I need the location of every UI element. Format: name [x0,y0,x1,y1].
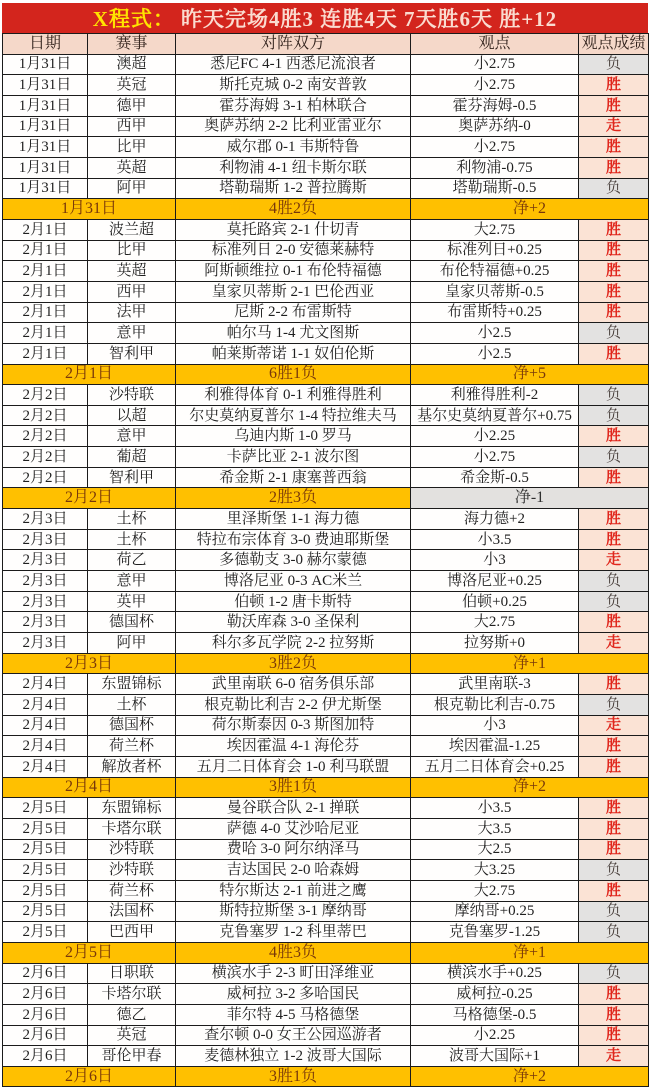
page-title: 昨天完场4胜3 连胜4天 7天胜6天 胜+12 [180,7,558,31]
summary-record-cell: 3胜2负 [176,654,411,675]
league-cell: 日职联 [88,964,176,985]
matchup-cell: 麦德林独立 1-2 波哥大国际 [176,1046,411,1067]
date-cell: 1月31日 [3,179,88,200]
matchup-cell: 霍芬海姆 3-1 柏林联合 [176,96,411,117]
date-cell: 2月4日 [3,757,88,778]
matchup-cell: 菲尔特 4-5 马格德堡 [176,1005,411,1026]
league-cell: 葡超 [88,447,176,468]
view-cell: 奥萨苏纳-0 [411,117,579,138]
column-header-view: 观点 [411,34,579,55]
results-table [2,33,649,1087]
result-cell: 胜 [579,674,649,695]
view-cell: 大2.75 [411,220,579,241]
summary-net-cell: 净+1 [411,943,649,964]
matchup-cell: 勒沃库森 3-0 圣保利 [176,612,411,633]
league-cell: 东盟锦标 [88,674,176,695]
view-cell: 大3.5 [411,819,579,840]
summary-date-cell: 2月4日 [3,778,176,799]
league-cell: 德国杯 [88,716,176,737]
result-cell: 胜 [579,468,649,489]
matchup-cell: 帕尔马 1-4 尤文图斯 [176,323,411,344]
matchup-cell: 乌迪内斯 1-0 罗马 [176,426,411,447]
date-cell: 2月1日 [3,344,88,365]
result-cell: 胜 [579,736,649,757]
summary-net-cell: 净+2 [411,1067,649,1087]
league-cell: 卡塔尔联 [88,984,176,1005]
league-cell: 法甲 [88,303,176,324]
matchup-cell: 帕莱斯蒂诺 1-1 奴伯伦斯 [176,344,411,365]
league-cell: 波兰超 [88,220,176,241]
date-cell: 2月3日 [3,509,88,530]
league-cell: 智利甲 [88,468,176,489]
view-cell: 埃因霍温-1.25 [411,736,579,757]
view-cell: 标准列日+0.25 [411,241,579,262]
league-cell: 哥伦甲春 [88,1046,176,1067]
result-cell: 胜 [579,241,649,262]
summary-net-cell: 净-1 [411,488,649,509]
view-cell: 武里南联-3 [411,674,579,695]
summary-date-cell: 2月1日 [3,365,176,386]
result-cell: 胜 [579,1005,649,1026]
result-cell: 胜 [579,75,649,96]
view-cell: 基尔史莫纳夏普尔+0.75 [411,406,579,427]
view-cell: 小2.75 [411,447,579,468]
summary-net-cell: 净+2 [411,778,649,799]
matchup-cell: 威尔郡 0-1 韦斯特鲁 [176,137,411,158]
date-cell: 2月4日 [3,674,88,695]
summary-record-cell: 2胜3负 [176,488,411,509]
date-cell: 2月1日 [3,261,88,282]
view-cell: 克鲁塞罗-1.25 [411,922,579,943]
league-cell: 荷乙 [88,550,176,571]
view-cell: 布伦特福德+0.25 [411,261,579,282]
view-cell: 利物浦-0.75 [411,158,579,179]
result-cell: 胜 [579,282,649,303]
result-cell: 负 [579,902,649,923]
summary-net-cell: 净+5 [411,365,649,386]
result-cell: 胜 [579,881,649,902]
view-cell: 根克勒比利吉-0.75 [411,695,579,716]
result-cell: 走 [579,1046,649,1067]
result-cell: 走 [579,117,649,138]
result-cell: 胜 [579,530,649,551]
league-cell: 德乙 [88,1005,176,1026]
matchup-cell: 根克勒比利吉 2-2 伊尤斯堡 [176,695,411,716]
date-cell: 2月1日 [3,303,88,324]
result-cell: 胜 [579,220,649,241]
summary-net-cell: 净+2 [411,199,649,220]
view-cell: 伯顿+0.25 [411,592,579,613]
result-cell: 负 [579,964,649,985]
result-cell: 负 [579,695,649,716]
view-cell: 皇家贝蒂斯-0.5 [411,282,579,303]
summary-record-cell: 3胜1负 [176,778,411,799]
matchup-cell: 查尔顿 0-0 女王公园巡游者 [176,1026,411,1047]
result-cell: 胜 [579,840,649,861]
summary-net-cell: 净+1 [411,654,649,675]
league-cell: 澳超 [88,55,176,76]
date-cell: 2月5日 [3,881,88,902]
view-cell: 塔勒瑞斯-0.5 [411,179,579,200]
title-bar [2,3,648,33]
view-cell: 大2.75 [411,612,579,633]
date-cell: 2月6日 [3,1005,88,1026]
view-cell: 马格德堡-0.5 [411,1005,579,1026]
view-cell: 小2.5 [411,323,579,344]
matchup-cell: 荷尔斯泰因 0-3 斯图加特 [176,716,411,737]
result-cell: 负 [579,447,649,468]
summary-record-cell: 4胜3负 [176,943,411,964]
date-cell: 1月31日 [3,158,88,179]
date-cell: 2月3日 [3,550,88,571]
date-cell: 1月31日 [3,117,88,138]
league-cell: 西甲 [88,117,176,138]
league-cell: 英超 [88,158,176,179]
result-cell: 负 [579,323,649,344]
view-cell: 小2.75 [411,55,579,76]
result-cell: 走 [579,633,649,654]
date-cell: 2月3日 [3,530,88,551]
view-cell: 布雷斯特+0.25 [411,303,579,324]
league-cell: 以超 [88,406,176,427]
result-cell: 负 [579,592,649,613]
date-cell: 2月1日 [3,323,88,344]
date-cell: 2月1日 [3,220,88,241]
league-cell: 荷兰杯 [88,881,176,902]
league-cell: 沙特联 [88,860,176,881]
date-cell: 2月3日 [3,592,88,613]
matchup-cell: 利雅得体育 0-1 利雅得胜利 [176,385,411,406]
date-cell: 2月5日 [3,840,88,861]
date-cell: 1月31日 [3,96,88,117]
matchup-cell: 塔勒瑞斯 1-2 普拉腾斯 [176,179,411,200]
league-cell: 英超 [88,261,176,282]
date-cell: 2月3日 [3,633,88,654]
result-cell: 胜 [579,1026,649,1047]
matchup-cell: 伯顿 1-2 唐卡斯特 [176,592,411,613]
league-cell: 巴西甲 [88,922,176,943]
view-cell: 波哥大国际+1 [411,1046,579,1067]
matchup-cell: 尼斯 2-2 布雷斯特 [176,303,411,324]
league-cell: 阿甲 [88,179,176,200]
result-cell: 负 [579,385,649,406]
matchup-cell: 多德勒支 3-0 赫尔蒙德 [176,550,411,571]
date-cell: 2月2日 [3,406,88,427]
date-cell: 2月5日 [3,819,88,840]
view-cell: 五月二日体育会+0.25 [411,757,579,778]
column-header-result: 观点成绩 [579,34,649,55]
matchup-cell: 卡萨比亚 2-1 波尔图 [176,447,411,468]
view-cell: 威柯拉-0.25 [411,984,579,1005]
result-cell: 胜 [579,303,649,324]
league-cell: 阿甲 [88,633,176,654]
matchup-cell: 阿斯顿维拉 0-1 布伦特福德 [176,261,411,282]
matchup-cell: 横滨水手 2-3 町田泽维亚 [176,964,411,985]
view-cell: 海力德+2 [411,509,579,530]
view-cell: 小3.5 [411,530,579,551]
view-cell: 拉努斯+0 [411,633,579,654]
view-cell: 摩纳哥+0.25 [411,902,579,923]
summary-record-cell: 3胜1负 [176,1067,411,1087]
league-cell: 意甲 [88,571,176,592]
title-prefix: X程式： [92,7,175,31]
summary-date-cell: 2月2日 [3,488,176,509]
view-cell: 小2.75 [411,137,579,158]
view-cell: 利雅得胜利-2 [411,385,579,406]
view-cell: 小2.25 [411,426,579,447]
matchup-cell: 特尔斯达 2-1 前进之鹰 [176,881,411,902]
league-cell: 解放者杯 [88,757,176,778]
result-cell: 胜 [579,96,649,117]
date-cell: 1月31日 [3,137,88,158]
result-cell: 负 [579,406,649,427]
result-cell: 胜 [579,612,649,633]
view-cell: 大2.5 [411,840,579,861]
date-cell: 2月5日 [3,798,88,819]
column-header-date: 日期 [3,34,88,55]
result-cell: 胜 [579,261,649,282]
result-cell: 胜 [579,757,649,778]
summary-record-cell: 6胜1负 [176,365,411,386]
view-cell: 大2.75 [411,881,579,902]
result-cell: 走 [579,550,649,571]
view-cell: 横滨水手+0.25 [411,964,579,985]
result-cell: 负 [579,571,649,592]
date-cell: 2月2日 [3,447,88,468]
view-cell: 霍芬海姆-0.5 [411,96,579,117]
matchup-cell: 科尔多瓦学院 2-2 拉努斯 [176,633,411,654]
result-cell: 胜 [579,344,649,365]
league-cell: 土杯 [88,509,176,530]
date-cell: 2月6日 [3,1046,88,1067]
matchup-cell: 斯托克城 0-2 南安普敦 [176,75,411,96]
matchup-cell: 利物浦 4-1 纽卡斯尔联 [176,158,411,179]
matchup-cell: 费哈 3-0 阿尔纳泽马 [176,840,411,861]
result-cell: 负 [579,860,649,881]
matchup-cell: 曼谷联合队 2-1 掸联 [176,798,411,819]
date-cell: 2月1日 [3,241,88,262]
league-cell: 英冠 [88,1026,176,1047]
result-cell: 胜 [579,509,649,530]
date-cell: 2月2日 [3,468,88,489]
result-cell: 胜 [579,137,649,158]
matchup-cell: 斯特拉斯堡 3-1 摩纳哥 [176,902,411,923]
date-cell: 2月5日 [3,860,88,881]
matchup-cell: 威柯拉 3-2 多哈国民 [176,984,411,1005]
view-cell: 小2.25 [411,1026,579,1047]
date-cell: 1月31日 [3,55,88,76]
column-header-league: 赛事 [88,34,176,55]
date-cell: 2月4日 [3,716,88,737]
matchup-cell: 皇家贝蒂斯 2-1 巴伦西亚 [176,282,411,303]
date-cell: 2月3日 [3,612,88,633]
league-cell: 智利甲 [88,344,176,365]
matchup-cell: 五月二日体育会 1-0 利马联盟 [176,757,411,778]
matchup-cell: 莫托路宾 2-1 什切青 [176,220,411,241]
league-cell: 比甲 [88,137,176,158]
summary-date-cell: 1月31日 [3,199,176,220]
column-header-matchup: 对阵双方 [176,34,411,55]
date-cell: 1月31日 [3,75,88,96]
matchup-cell: 埃因霍温 4-1 海伦芬 [176,736,411,757]
matchup-cell: 武里南联 6-0 宿务俱乐部 [176,674,411,695]
summary-record-cell: 4胜2负 [176,199,411,220]
result-cell: 胜 [579,158,649,179]
view-cell: 小3 [411,716,579,737]
view-cell: 小2.75 [411,75,579,96]
date-cell: 2月3日 [3,571,88,592]
result-cell: 胜 [579,984,649,1005]
date-cell: 2月2日 [3,385,88,406]
league-cell: 东盟锦标 [88,798,176,819]
league-cell: 荷兰杯 [88,736,176,757]
date-cell: 2月6日 [3,964,88,985]
view-cell: 小2.5 [411,344,579,365]
league-cell: 英冠 [88,75,176,96]
result-cell: 胜 [579,798,649,819]
matchup-cell: 萨德 4-0 艾沙哈尼亚 [176,819,411,840]
summary-date-cell: 2月5日 [3,943,176,964]
matchup-cell: 吉达国民 2-0 哈森姆 [176,860,411,881]
matchup-cell: 悉尼FC 4-1 西悉尼流浪者 [176,55,411,76]
matchup-cell: 特拉布宗体育 3-0 费迪耶斯堡 [176,530,411,551]
result-cell: 负 [579,922,649,943]
summary-date-cell: 2月6日 [3,1067,176,1087]
matchup-cell: 标准列日 2-0 安德莱赫特 [176,241,411,262]
league-cell: 土杯 [88,695,176,716]
date-cell: 2月5日 [3,922,88,943]
result-cell: 胜 [579,426,649,447]
view-cell: 希金斯-0.5 [411,468,579,489]
view-cell: 小3 [411,550,579,571]
date-cell: 2月2日 [3,426,88,447]
league-cell: 德国杯 [88,612,176,633]
matchup-cell: 克鲁塞罗 1-2 科里蒂巴 [176,922,411,943]
date-cell: 2月4日 [3,695,88,716]
league-cell: 比甲 [88,241,176,262]
date-cell: 2月6日 [3,984,88,1005]
matchup-cell: 奥萨苏纳 2-2 比利亚雷亚尔 [176,117,411,138]
league-cell: 土杯 [88,530,176,551]
date-cell: 2月1日 [3,282,88,303]
league-cell: 法国杯 [88,902,176,923]
view-cell: 大3.25 [411,860,579,881]
league-cell: 沙特联 [88,840,176,861]
matchup-cell: 博洛尼亚 0-3 AC米兰 [176,571,411,592]
league-cell: 德甲 [88,96,176,117]
league-cell: 卡塔尔联 [88,819,176,840]
league-cell: 沙特联 [88,385,176,406]
league-cell: 西甲 [88,282,176,303]
matchup-cell: 尔史莫纳夏普尔 1-4 特拉维夫马 [176,406,411,427]
result-cell: 胜 [579,819,649,840]
result-cell: 负 [579,55,649,76]
result-cell: 走 [579,716,649,737]
date-cell: 2月6日 [3,1026,88,1047]
league-cell: 英甲 [88,592,176,613]
summary-date-cell: 2月3日 [3,654,176,675]
date-cell: 2月5日 [3,902,88,923]
view-cell: 博洛尼亚+0.25 [411,571,579,592]
result-cell: 负 [579,179,649,200]
matchup-cell: 希金斯 2-1 康塞普西翁 [176,468,411,489]
league-cell: 意甲 [88,323,176,344]
league-cell: 意甲 [88,426,176,447]
date-cell: 2月4日 [3,736,88,757]
view-cell: 小3.5 [411,798,579,819]
matchup-cell: 里泽斯堡 1-1 海力德 [176,509,411,530]
